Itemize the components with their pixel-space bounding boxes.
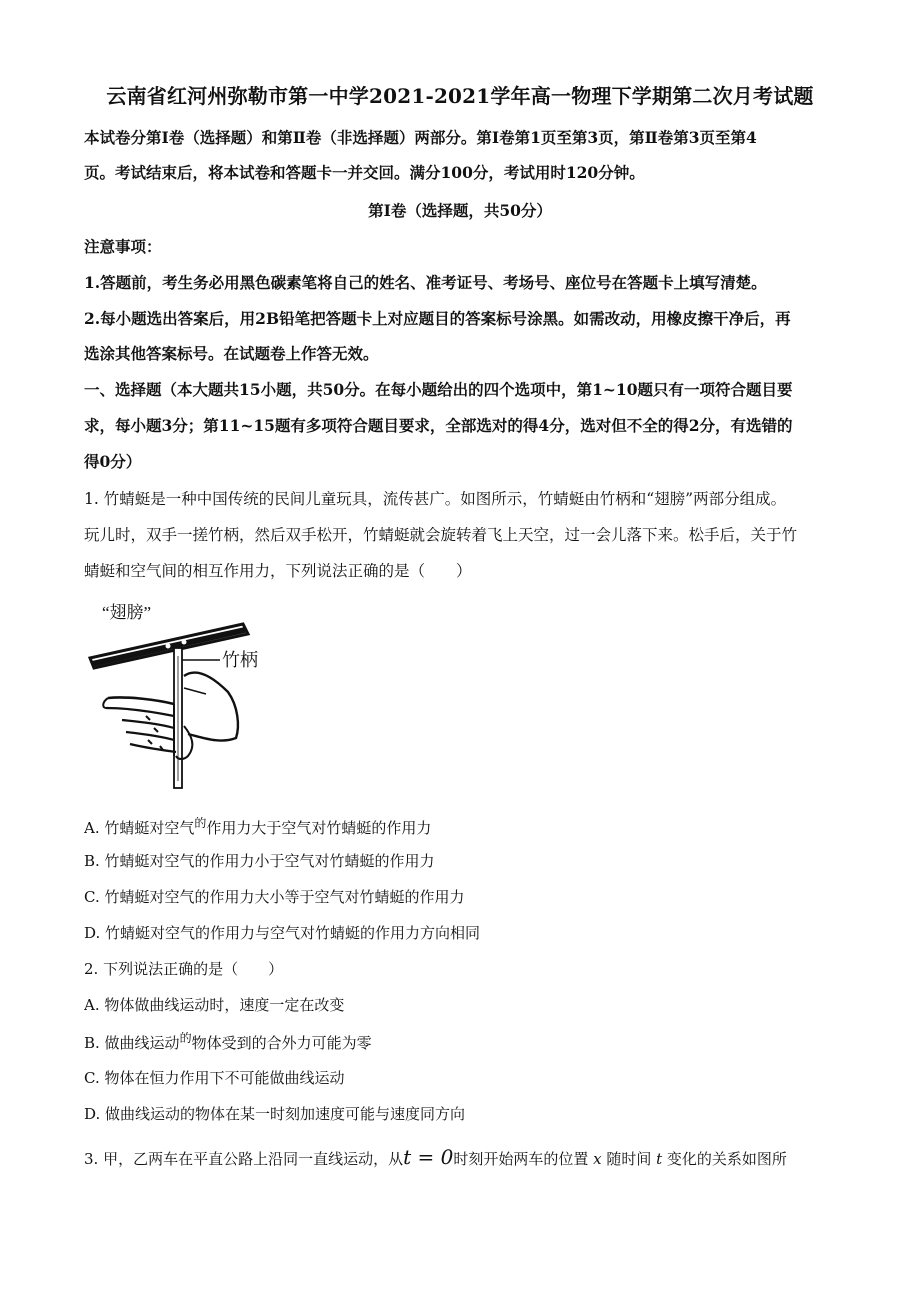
- q2-option-d: D. 做曲线运动的物体在某一时刻加速度可能与速度同方向: [84, 1105, 466, 1123]
- q2-stem: 2. 下列说法正确的是（ ）: [84, 960, 284, 978]
- q2-option-a: A. 物体做曲线运动时，速度一定在改变: [84, 996, 345, 1014]
- q1-stem-3: 蜻蜓和空气间的相互作用力，下列说法正确的是（ ）: [84, 562, 472, 580]
- notice-1: 1.答题前，考生务必用黑色碳素笔将自己的姓名、准考证号、考场号、座位号在答题卡上填写清楚。: [84, 273, 767, 292]
- q1-option-c: C. 竹蜻蜓对空气的作用力大小等于空气对竹蜻蜓的作用力: [84, 888, 465, 906]
- wing-label: “翅膀”: [102, 603, 152, 622]
- handle-label: 竹柄: [222, 650, 258, 670]
- q1-option-a: A. 竹蜻蜓对空气$^的$作用力大于空气对竹蜻蜓的作用力: [84, 817, 432, 837]
- q3-stem: 3. 甲，乙两车在平直公路上沿同一直线运动，从t = 0时刻开始两车的位置 x 随时间 t 变化的关系如图所: [84, 1146, 787, 1169]
- part1-line-3: 得0分）: [84, 452, 142, 471]
- intro-line-1: 本试卷分第Ⅰ卷（选择题）和第Ⅱ卷（非选择题）两部分。第Ⅰ卷第1页至第3页，第Ⅱ卷第3页至第4: [84, 128, 757, 147]
- part1-line-1: 一、选择题（本大题共15小题，共50分。在每小题给出的四个选项中，第1~10题只有一项符合题目要: [84, 380, 793, 399]
- q1-option-d: D. 竹蜻蜓对空气的作用力与空气对竹蜻蜓的作用力方向相同: [84, 924, 481, 942]
- q1-stem-1: 1. 竹蜻蜓是一种中国传统的民间儿童玩具，流传甚广。如图所示，竹蜻蜓由竹柄和“翅膀”两部分组成。: [84, 490, 787, 508]
- section-title: 第Ⅰ卷（选择题，共50分）: [368, 201, 552, 220]
- exam-title: 云南省红河州弥勒市第一中学2021-2021学年高一物理下学期第二次月考试题: [106, 84, 814, 108]
- q1-stem-2: 玩儿时，双手一搓竹柄，然后双手松开，竹蜻蜓就会旋转着飞上天空，过一会儿落下来。松手后，关于竹: [84, 526, 798, 544]
- bamboo-dragonfly-figure: [88, 596, 278, 796]
- intro-line-2: 页。考试结束后，将本试卷和答题卡一并交回。满分100分，考试用时120分钟。: [84, 163, 645, 182]
- q2-option-c: C. 物体在恒力作用下不可能做曲线运动: [84, 1069, 345, 1087]
- part1-line-2: 求，每小题3分；第11~15题有多项符合题目要求，全部选对的得4分，选对但不全的得2分，有选错的: [84, 416, 793, 435]
- q2-option-b: B. 做曲线运动$^的$物体受到的合外力可能为零: [84, 1032, 372, 1052]
- notice-2-cont: 选涂其他答案标号。在试题卷上作答无效。: [84, 344, 379, 363]
- q1-option-b: B. 竹蜻蜓对空气的作用力小于空气对竹蜻蜓的作用力: [84, 852, 435, 870]
- notice-title: 注意事项：: [84, 237, 162, 256]
- notice-2: 2.每小题选出答案后，用2B铅笔把答题卡上对应题目的答案标号涂黑。如需改动，用橡皮擦干净后，再: [84, 309, 791, 328]
